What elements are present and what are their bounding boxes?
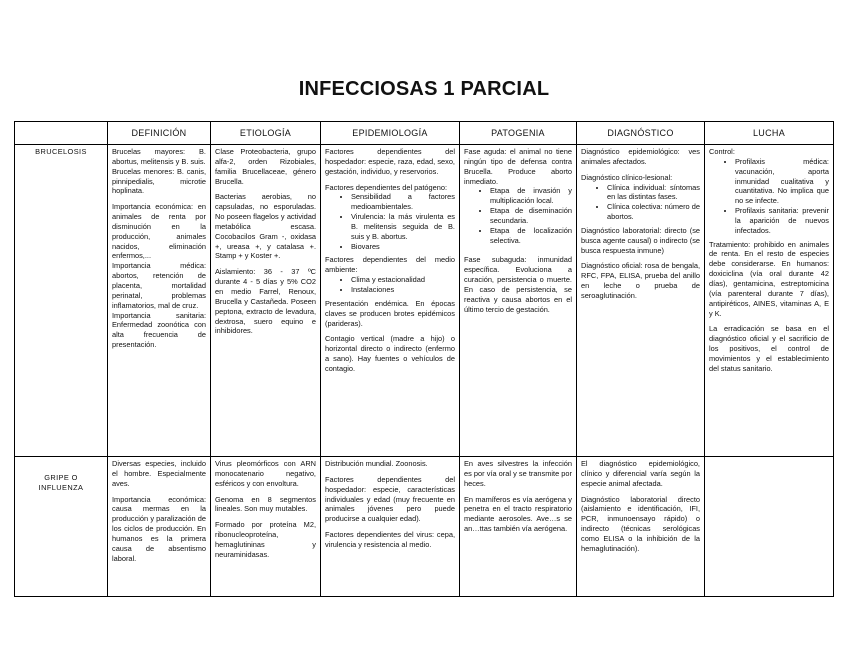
text-paragraph: Diagnóstico epidemiológico: ves animales afectados. — [581, 147, 700, 166]
text-paragraph: Importancia económica: en animales de renta por disminución en la producción, animales nacidos, eliminación enfermos,... — [112, 202, 206, 261]
header-empty — [15, 122, 108, 145]
row-label-line: GRIPE O — [44, 473, 78, 482]
text-paragraph: Distribución mundial. Zoonosis. — [325, 459, 428, 468]
text-paragraph: Fase subaguda: inmunidad específica. Evoluciona a curación, persistencia o muerte. En caso de persistencia, se reactiva y causa abortos en el último tercio de gestación. — [464, 255, 572, 314]
bullet-list — [325, 275, 455, 295]
bullet-list — [581, 183, 700, 222]
list-item: • Etapa de localización selectiva. — [490, 226, 572, 246]
text-paragraph: Factores dependientes del virus: cepa, virulencia y resistencia al medio. — [325, 530, 455, 549]
list-item: • Clínica individual: síntomas en las distintas fases. — [607, 183, 700, 203]
text-paragraph: Importancia médica: abortos, retención de placenta, mortalidad perinatal, problemas inflamatorios, mal de cruz. — [112, 261, 206, 310]
text-paragraph: Brucelas menores: B. canis, pinnipedialis, microtie hoplinata. — [112, 166, 206, 196]
text-paragraph: Bacterias aerobias, no capsuladas, no esporuladas. No poseen flagelos y actividad metabólica escasa. Cocobacilos Gram -, oxidasa +, ureasa +, y catalasa +. Stamp + y Koster +. — [215, 192, 316, 261]
list-item: • Clima y estacionalidad — [351, 275, 455, 285]
row-gripe — [15, 457, 834, 597]
text-paragraph: Formado por proteína M2, ribonucleoproteína, hemaglutininas y neuraminidasas. — [215, 520, 316, 559]
text-paragraph: Diagnóstico laboratorial: directo (se busca agente causal) o indirecto (se busca respuesta inmune) — [581, 225, 700, 255]
text-paragraph: Diagnóstico clínico-lesional: — [581, 172, 673, 182]
bullet-list — [325, 192, 455, 251]
page-title: INFECCIOSAS 1 PARCIAL — [298, 78, 550, 100]
text-paragraph: Clase Proteobacteria, grupo alfa-2, orden Rizobiales, familia Brucellaceae, género Brucella. — [215, 147, 316, 186]
text-paragraph: Virus pleomórficos con ARN monocatenario negativo, esféricos y con envoltura. — [215, 459, 316, 488]
row-label-brucelosis: BRUCELOSIS — [15, 145, 108, 457]
text-paragraph: Tratamiento: prohibido en animales de renta. En el resto de especies debe considerarse. En humanos: doxiciclina (vía oral durante 42 días), gentamicina, estreptomicina (vía parenteral durante 7 días), antipiréticos, AINES, vitaminas A, E y K. — [709, 239, 829, 318]
text-paragraph: En aves silvestres la infección es por vía oral y se transmite por heces. — [464, 459, 572, 488]
header-lucha: LUCHA — [705, 122, 834, 145]
list-item: • Virulencia: la más virulenta es B. melitensis seguida de B. suis y B. abortus. — [351, 212, 455, 242]
brucelosis-epidemiologia — [321, 145, 460, 457]
list-item: • Etapa de diseminación secundaria. — [490, 206, 572, 226]
text-paragraph: Diagnóstico oficial: rosa de bengala, RFC, FPA, ELISA, prueba del anillo en leche o prueba de seroaglutinación. — [581, 261, 700, 300]
brucelosis-etiologia — [211, 145, 321, 457]
text-paragraph: Factores dependientes del patógeno: — [325, 182, 448, 192]
gripe-etiologia — [211, 457, 321, 597]
list-item: • Profilaxis médica: vacunación, aporta inmunidad cualitativa y cuantitativa. No implica que no se infecte. — [735, 157, 829, 206]
header-diagnostico: DIAGNÓSTICO — [577, 122, 705, 145]
text-paragraph: Presentación endémica. En épocas claves se producen brotes epidémicos (parideras). — [325, 298, 455, 328]
list-item: • Clínica colectiva: número de abortos. — [607, 202, 700, 222]
text-paragraph: Brucelas mayores: B. abortus, melitensis y B. suis. — [112, 147, 206, 166]
brucelosis-patogenia — [460, 145, 577, 457]
list-item: • Etapa de invasión y multiplicación local. — [490, 186, 572, 206]
gripe-diagnostico — [577, 457, 705, 597]
header-row — [15, 122, 834, 145]
brucelosis-lucha — [705, 145, 834, 457]
text-paragraph: Control: — [709, 147, 735, 156]
gripe-definicion — [108, 457, 211, 597]
text-paragraph: Factores dependientes del hospedador: especie, características individuales y edad (muy frecuente en animales jóvenes pero puede producirse a cualquier edad). — [325, 474, 455, 524]
gripe-lucha — [705, 457, 834, 597]
header-patogenia: PATOGENIA — [460, 122, 577, 145]
gripe-epidemiologia — [321, 457, 460, 597]
text-paragraph: La erradicación se basa en el diagnóstico oficial y el sacrificio de los positivos, el control de movimientos y el establecimiento del status sanitario. — [709, 324, 829, 373]
text-paragraph: Importancia económica: causa mermas en la producción y paralización de los ciclos de producción. En humanos es la primera causa de absentismo laboral. — [112, 494, 206, 563]
text-paragraph: Fase aguda: el animal no tiene ningún tipo de defensa contra Brucella. Produce aborto inmediato. — [464, 147, 572, 186]
text-paragraph: Contagio vertical (madre a hijo) o horizontal directo o indirecto (enfermo a sano). Hay fuentes o vehículos de contagio. — [325, 334, 455, 373]
brucelosis-diagnostico — [577, 145, 705, 457]
row-label-line: INFLUENZA — [38, 482, 84, 492]
text-paragraph: Diversas especies, incluido el hombre. Especialmente aves. — [112, 459, 206, 488]
text-paragraph: Factores dependientes del hospedador: especie, raza, edad, sexo, gestación, individuo, y reservorios. — [325, 147, 455, 176]
text-paragraph: Aislamiento: 36 - 37 ºC durante 4 - 5 días y 5% CO2 en medio Farrel, Renoux, Brucella y Castañeda. Poseen peptona, extracto de levadura, dextrosa, suero equino e inhibidores. — [215, 267, 316, 336]
summary-table — [14, 121, 834, 597]
text-paragraph: En mamíferos es vía aerógena y penetra en el tracto respiratorio mediante aerosoles. Ave…s se an…ttas también vía aerógena. — [464, 494, 572, 534]
text-paragraph: Genoma en 8 segmentos lineales. Son muy mutables. — [215, 494, 316, 514]
header-epidemiologia: EPIDEMIOLOGÍA — [321, 122, 460, 145]
bullet-list — [464, 186, 572, 245]
list-item: • Profilaxis sanitaria: prevenir la aparición de nuevos infectados. — [735, 206, 829, 236]
list-item: • Sensibilidad a factores medioambientales. — [351, 192, 455, 212]
brucelosis-definicion — [108, 145, 211, 457]
text-paragraph: Importancia sanitaria: Enfermedad zoonótica con alta frecuencia de presentación. — [112, 310, 206, 350]
row-label-gripe — [15, 457, 108, 597]
text-paragraph: Diagnóstico laboratorial directo (aislamiento e identificación, IFI, PCR, inmunoensayo rápido) o indirecto (técnicas serológicas como ELISA o la inhibición de la hemaglutinación). — [581, 494, 700, 553]
row-brucelosis — [15, 145, 834, 457]
header-etiologia: ETIOLOGÍA — [211, 122, 321, 145]
gripe-patogenia — [460, 457, 577, 597]
text-paragraph: Factores dependientes del medio ambiente: — [325, 255, 455, 275]
bullet-list — [709, 157, 829, 236]
list-item: • Biovares — [351, 242, 455, 252]
header-definicion: DEFINICIÓN — [108, 122, 211, 145]
text-paragraph: El diagnóstico epidemiológico, clínico y diferencial varía según la especie animal afectada. — [581, 459, 700, 488]
list-item: • Instalaciones — [351, 285, 455, 295]
